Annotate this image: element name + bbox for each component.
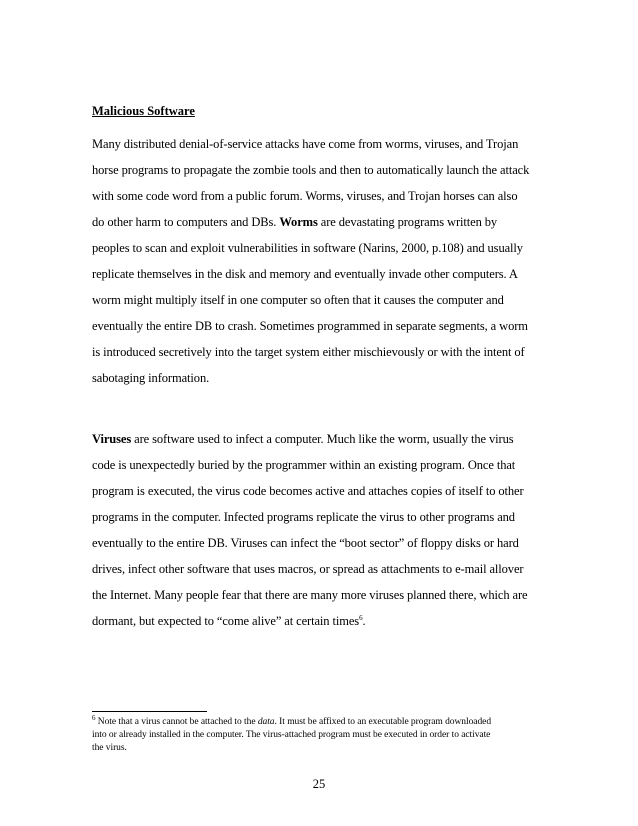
text-span: do other harm to computers and DBs. — [92, 215, 280, 229]
text-line — [92, 613, 366, 629]
footnote-separator — [92, 711, 207, 712]
text-line: worm might multiply itself in one computer so often that it causes the computer and — [92, 293, 504, 307]
footnote-line: into or already installed in the computer. The virus-attached program must be executed in order to activate — [92, 730, 491, 740]
text-line: horse programs to propagate the zombie tools and then to automatically launch the attack — [92, 163, 530, 177]
text-line — [92, 431, 514, 447]
text-line: the Internet. Many people fear that there are many more viruses planned there, which are — [92, 588, 528, 602]
text-line — [92, 214, 497, 230]
footnote-marker: 6 — [92, 713, 96, 722]
text-line: peoples to scan and exploit vulnerabilities in software (Narins, 2000, p.108) and usually — [92, 241, 523, 255]
text-line: replicate themselves in the disk and memory and eventually invade other computers. A — [92, 267, 518, 281]
footnote-line: the virus. — [92, 743, 127, 753]
text-line: eventually to the entire DB. Viruses can infect the “boot sector” of floppy disks or hard — [92, 536, 519, 550]
text-line: drives, infect other software that uses macros, or spread as attachments to e-mail allover — [92, 562, 524, 576]
text-span: dormant, but expected to “come alive” at certain times — [92, 614, 360, 628]
text-line: code is unexpectedly buried by the programmer within an existing program. Once that — [92, 458, 516, 472]
text-line: is introduced secretively into the target system either mischievously or with the intent of — [92, 345, 525, 359]
text-line: with some code word from a public forum. Worms, viruses, and Trojan horses can also — [92, 189, 518, 203]
text-line: eventually the entire DB to crash. Sometimes programmed in separate segments, a worm — [92, 319, 528, 333]
text-span: are devastating programs written by — [317, 215, 498, 229]
italic-term-data: data — [257, 717, 275, 727]
text-span: Note that a virus cannot be attached to the — [95, 717, 258, 727]
bold-term-viruses: Viruses — [92, 432, 132, 446]
footnote-line — [92, 713, 492, 728]
section-heading: Malicious Software — [92, 104, 195, 118]
page-number: 25 — [312, 777, 326, 791]
bold-term-worms: Worms — [279, 215, 318, 229]
text-line: sabotaging information. — [92, 371, 210, 385]
text-line: program is executed, the virus code becomes active and attaches copies of itself to other — [92, 484, 524, 498]
text-line: programs in the computer. Infected programs replicate the virus to other programs and — [92, 510, 515, 524]
text-span: . — [362, 614, 366, 628]
text-span: are software used to infect a computer. Much like the worm, usually the virus — [131, 432, 514, 446]
text-line: Many distributed denial-of-service attacks have come from worms, viruses, and Trojan — [92, 137, 519, 151]
footnote-reference: 6 — [359, 613, 363, 622]
text-span: . It must be affixed to an executable program downloaded — [274, 717, 492, 727]
